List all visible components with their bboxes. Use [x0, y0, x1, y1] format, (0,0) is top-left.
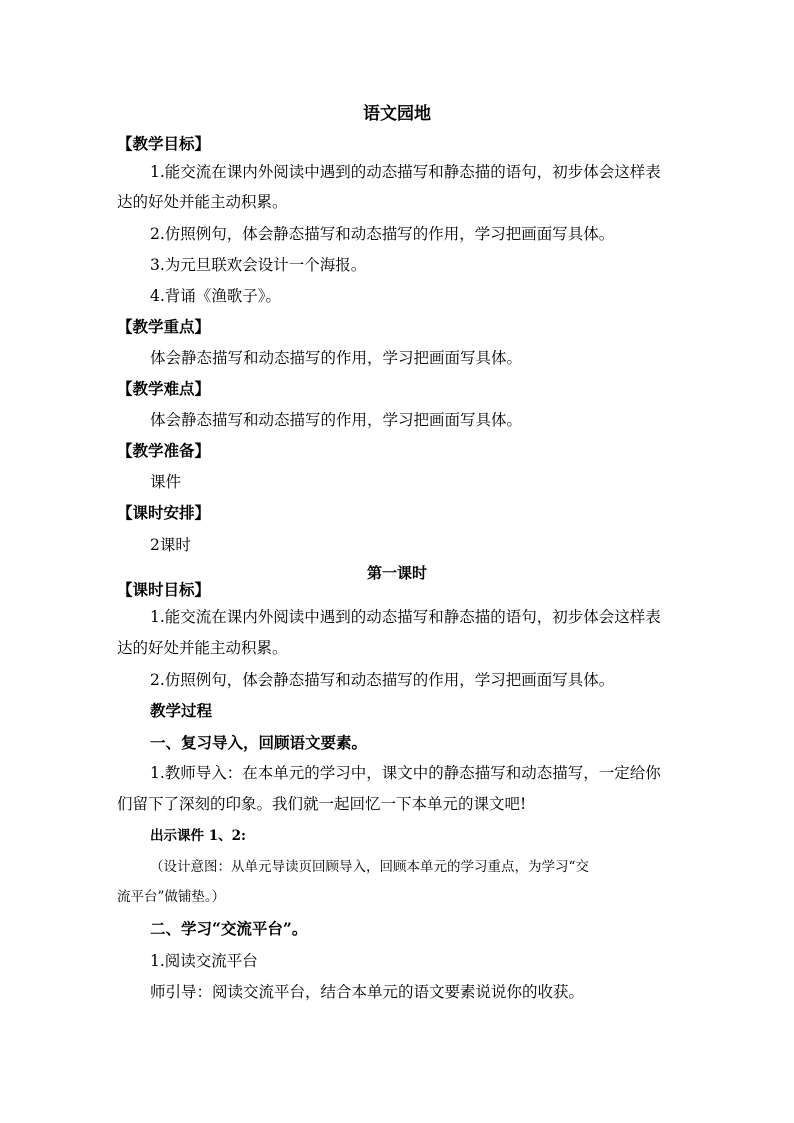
- focus-text: 体会静态描写和动态描写的作用，学习把画面写具体。: [150, 349, 523, 367]
- section1-heading: 一、复习导入，回顾语文要素。: [150, 733, 368, 752]
- process-heading: 教学过程: [150, 701, 213, 720]
- prep-heading: 【教学准备】: [117, 441, 211, 460]
- schedule-text: 2课时: [150, 536, 191, 554]
- lesson-goal-1-line-1: 1.能交流在课内外阅读中遇到的动态描写和静态描的语句，初步体会这样表: [150, 608, 661, 626]
- objective-3: 3.为元旦联欢会设计一个海报。: [150, 256, 367, 274]
- lesson-goal-1-line-2: 达的好处并能主动积累。: [117, 639, 288, 657]
- section2-paragraph-1: 1.阅读交流平台: [150, 952, 258, 970]
- lesson-goal-2: 2.仿照例句，体会静态描写和动态描写的作用，学习把画面写具体。: [150, 671, 615, 689]
- objective-2: 2.仿照例句，体会静态描写和动态描写的作用，学习把画面写具体。: [150, 225, 615, 243]
- objective-1-line-2: 达的好处并能主动积累。: [117, 193, 288, 211]
- schedule-heading: 【课时安排】: [117, 503, 211, 522]
- design-intent-line-2: 流平台”做铺垫。）: [117, 889, 226, 905]
- section2-paragraph-2: 师引导：阅读交流平台，结合本单元的语文要素说说你的收获。: [150, 983, 585, 1001]
- focus-heading: 【教学重点】: [117, 317, 211, 336]
- courseware-note: 出示课件 1、2:: [150, 828, 246, 844]
- document-title: 语文园地: [363, 104, 431, 124]
- objectives-heading: 【教学目标】: [117, 134, 211, 153]
- section1-paragraph-line-2: 们留下了深刻的印象。我们就一起回忆一下本单元的课文吧!: [117, 795, 527, 813]
- section2-heading: 二、学习“交流平台”。: [150, 919, 308, 938]
- lesson-goals-heading: 【课时目标】: [117, 580, 211, 599]
- prep-text: 课件: [150, 473, 182, 491]
- difficulty-text: 体会静态描写和动态描写的作用，学习把画面写具体。: [150, 411, 523, 429]
- lesson1-title: 第一课时: [366, 564, 427, 582]
- difficulty-heading: 【教学难点】: [117, 379, 211, 398]
- design-intent-line-1: （设计意图：从单元导读页回顾导入，回顾本单元的学习重点，为学习“交: [150, 859, 589, 875]
- objective-1-line-1: 1.能交流在课内外阅读中遇到的动态描写和静态描的语句，初步体会这样表: [150, 163, 661, 181]
- section1-paragraph-line-1: 1.教师导入：在本单元的学习中，课文中的静态描写和动态描写，一定给你: [150, 764, 661, 782]
- objective-4: 4.背诵《渔歌子》。: [150, 287, 282, 305]
